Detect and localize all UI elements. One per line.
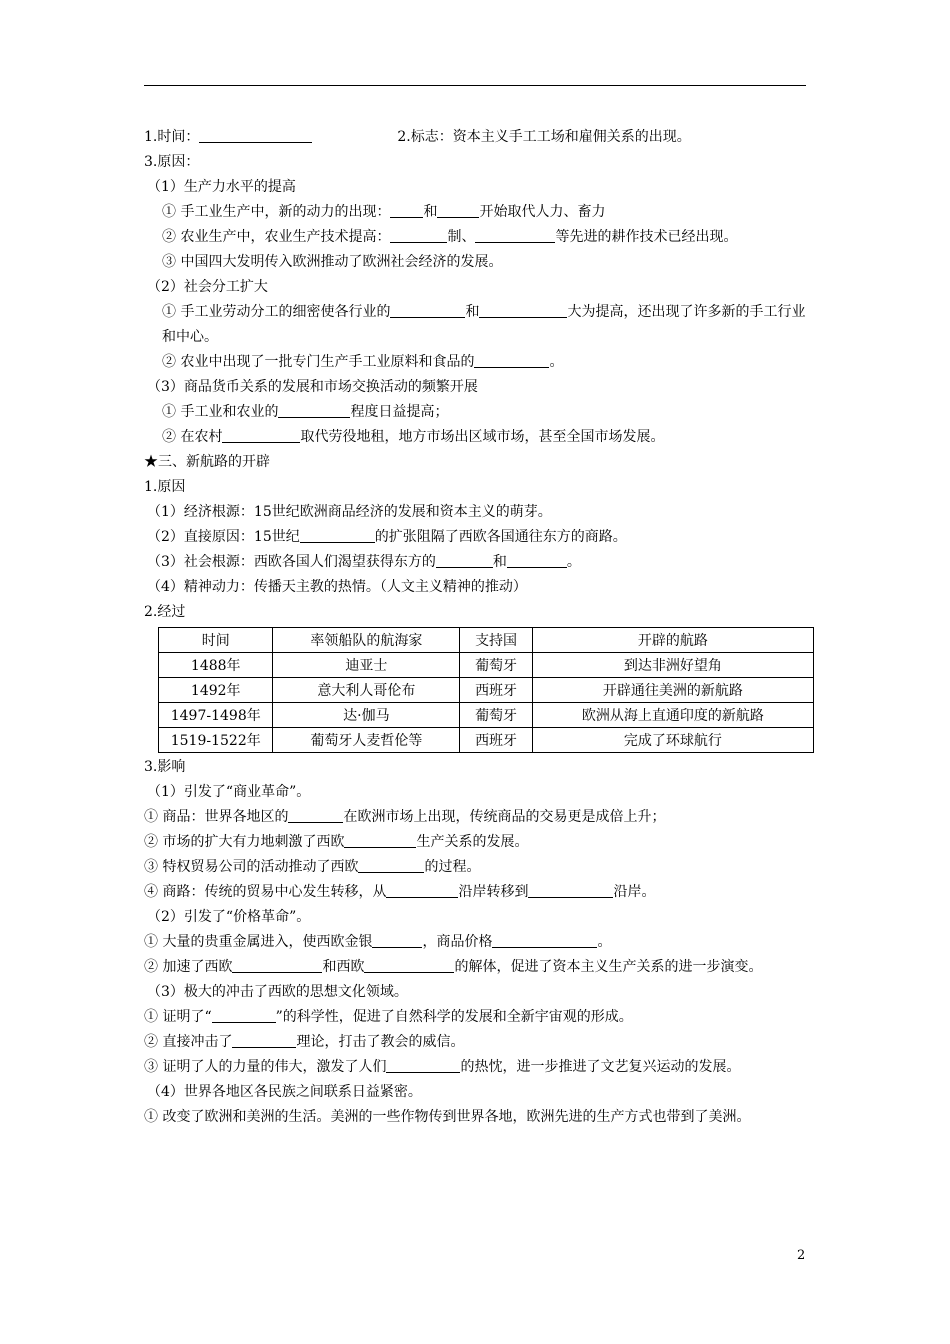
line-commodities: [144, 805, 814, 830]
text: 理论，打击了教会的威信。: [296, 1034, 465, 1050]
text: 大为提高，还出现了许多新的手工行业和中心。: [162, 304, 806, 345]
line-human-power: [144, 1055, 812, 1080]
text: ① 证明了“: [144, 1009, 212, 1025]
line-cause-title: 3.原因：: [144, 154, 200, 170]
text: 沿岸转移到: [458, 884, 529, 900]
text: 和西欧: [322, 959, 365, 975]
blank: [222, 426, 300, 443]
cell-route: 开辟通往美洲的新航路: [532, 678, 813, 703]
text: ③ 证明了人的力量的伟大，激发了人们: [144, 1059, 387, 1075]
cell-country: 西班牙: [460, 728, 533, 753]
document-body: [144, 125, 814, 1130]
text: 的过程。: [424, 859, 481, 875]
time-label: 1.时间：: [144, 129, 200, 145]
blank: [437, 201, 479, 218]
line-culture-impact: （3）极大的冲击了西欧的思想文化领域。: [147, 984, 408, 1000]
text: ① 手工业劳动分工的细密使各行业的: [162, 304, 391, 320]
blank: [232, 1031, 296, 1048]
blank: [386, 1056, 460, 1073]
line-trade-companies: [144, 855, 814, 880]
blank: [475, 226, 555, 243]
line-inventions: ③ 中国四大发明传入欧洲推动了欧洲社会经济的发展。: [162, 254, 503, 270]
line-dissolution: [144, 955, 812, 980]
line-spiritual: （4）精神动力：传播天主教的热情。（人文主义精神的推动）: [147, 579, 527, 595]
line-agriculture: [144, 225, 814, 250]
cell-route: 欧洲从海上直通印度的新航路: [532, 703, 813, 728]
line-subtitle-commodity: （3）商品货币关系的发展和市场交换活动的频繁开展: [147, 379, 478, 395]
text: （3）社会根源：西欧各国人们渴望获得东方的: [147, 554, 436, 570]
header-country: 支持国: [460, 628, 533, 653]
blank: [390, 201, 423, 218]
text: 取代劳役地租，地方市场出区域市场，甚至全国市场发展。: [300, 429, 665, 445]
text: 开始取代人力、畜力: [479, 204, 606, 220]
cell-time: 1488年: [159, 653, 273, 678]
header-time: 时间: [159, 628, 273, 653]
blank: [492, 931, 597, 948]
blank: [390, 226, 447, 243]
text: ② 市场的扩大有力地刺激了西欧: [144, 834, 345, 850]
text: ① 商品：世界各地区的: [144, 809, 289, 825]
blank: [507, 551, 567, 568]
text: 和: [492, 554, 507, 570]
line-precious-metals: [144, 930, 814, 955]
text: ，商品价格: [422, 934, 493, 950]
text: 和: [423, 204, 438, 220]
text: 等先进的耕作技术已经出现。: [555, 229, 738, 245]
voyages-table: [158, 627, 814, 753]
line-church: [144, 1030, 814, 1055]
blank: [212, 1006, 276, 1023]
blank: [390, 301, 465, 318]
text: 的解体，促进了资本主义生产关系的进一步演变。: [454, 959, 763, 975]
cell-route: 到达非洲好望角: [532, 653, 813, 678]
text: ② 直接冲击了: [144, 1034, 233, 1050]
text: 的扩张阻隔了西欧各国通往东方的商路。: [374, 529, 627, 545]
header-navigator: 率领船队的航海家: [273, 628, 460, 653]
line-trade-routes: [144, 880, 814, 905]
line-process: 2.经过: [144, 604, 186, 620]
line-handicraft-division: [144, 300, 810, 350]
blank: [344, 831, 416, 848]
blank-time: [199, 126, 312, 143]
section-title-new-routes: ★三、新航路的开辟: [144, 454, 270, 470]
text: （2）直接原因：15世纪: [147, 529, 300, 545]
cell-navigator: 迪亚士: [273, 653, 460, 678]
blank: [358, 856, 424, 873]
text: ② 在农村: [162, 429, 223, 445]
line-price-revolution: （2）引发了“价格革命”。: [147, 909, 311, 925]
text: ② 农业生产中，农业生产技术提高：: [162, 229, 391, 245]
text: ④ 商路：传统的贸易中心发生转移，从: [144, 884, 387, 900]
line-time-sign: [144, 125, 814, 150]
blank: [436, 551, 493, 568]
table-header-row: [159, 628, 814, 653]
cell-navigator: 葡萄牙人麦哲伦等: [273, 728, 460, 753]
cell-route: 完成了环球航行: [532, 728, 813, 753]
line-social-root: [144, 550, 814, 575]
page-number: 2: [797, 1248, 806, 1263]
header-rule: [144, 85, 806, 86]
line-market: [144, 830, 814, 855]
table-row: [159, 653, 814, 678]
table-row: [159, 703, 814, 728]
blank: [386, 881, 458, 898]
line-direct-cause: [144, 525, 814, 550]
line-commodification: [144, 400, 814, 425]
text: 和: [465, 304, 480, 320]
line-subtitle-productivity: （1）生产力水平的提高: [147, 179, 296, 195]
blank: [278, 401, 350, 418]
line-subtitle-division: （2）社会分工扩大: [147, 279, 268, 295]
text: 的热忱，进一步推进了文艺复兴运动的发展。: [460, 1059, 741, 1075]
cell-navigator: 达·伽马: [273, 703, 460, 728]
text: ① 大量的贵重金属进入，使西欧金银: [144, 934, 373, 950]
line-americas: ① 改变了欧洲和美洲的生活。美洲的一些作物传到世界各地，欧洲先进的生产方式也带到了美洲。: [144, 1109, 751, 1125]
cell-time: 1492年: [159, 678, 273, 703]
text: 生产关系的发展。: [416, 834, 529, 850]
text: 。: [566, 554, 581, 570]
text: 制、: [447, 229, 476, 245]
cell-country: 西班牙: [460, 678, 533, 703]
table-row: [159, 728, 814, 753]
text: 。: [549, 354, 564, 370]
cell-navigator: 意大利人哥伦布: [273, 678, 460, 703]
line-rent: [144, 425, 814, 450]
text: 程度日益提高；: [350, 404, 449, 420]
line-power: [144, 200, 814, 225]
cell-country: 葡萄牙: [460, 653, 533, 678]
text: 。: [597, 934, 612, 950]
text: ② 加速了西欧: [144, 959, 233, 975]
cell-time: 1519-1522年: [159, 728, 273, 753]
blank: [364, 956, 454, 973]
line-impact: 3.影响: [144, 759, 186, 775]
header-route: 开辟的航路: [532, 628, 813, 653]
cell-time: 1497-1498年: [159, 703, 273, 728]
blank: [474, 351, 549, 368]
text: ”的科学性，促进了自然科学的发展和全新宇宙观的形成。: [275, 1009, 633, 1025]
text: 在欧洲市场上出现，传统商品的交易更是成倍上升；: [343, 809, 666, 825]
blank: [528, 881, 613, 898]
line-agri-specialized: [144, 350, 814, 375]
sign-text: 2.标志：资本主义手工工场和雇佣关系的出现。: [397, 129, 691, 145]
line-economic-root: （1）经济根源：15世纪欧洲商品经济的发展和资本主义的萌芽。: [147, 504, 552, 520]
line-proved-theory: [144, 1005, 814, 1030]
line-connection: （4）世界各地区各民族之间联系日益紧密。: [147, 1084, 422, 1100]
blank: [300, 526, 375, 543]
line-commercial-revolution: （1）引发了“商业革命”。: [147, 784, 311, 800]
line-causes: 1.原因: [144, 479, 186, 495]
text: ③ 特权贸易公司的活动推动了西欧: [144, 859, 359, 875]
blank: [372, 931, 422, 948]
blank: [288, 806, 343, 823]
table-row: [159, 678, 814, 703]
text: ② 农业中出现了一批专门生产手工业原料和食品的: [162, 354, 475, 370]
blank: [232, 956, 322, 973]
blank: [479, 301, 567, 318]
cell-country: 葡萄牙: [460, 703, 533, 728]
text: 沿岸。: [613, 884, 656, 900]
text: ① 手工业和农业的: [162, 404, 279, 420]
text: ① 手工业生产中，新的动力的出现：: [162, 204, 391, 220]
